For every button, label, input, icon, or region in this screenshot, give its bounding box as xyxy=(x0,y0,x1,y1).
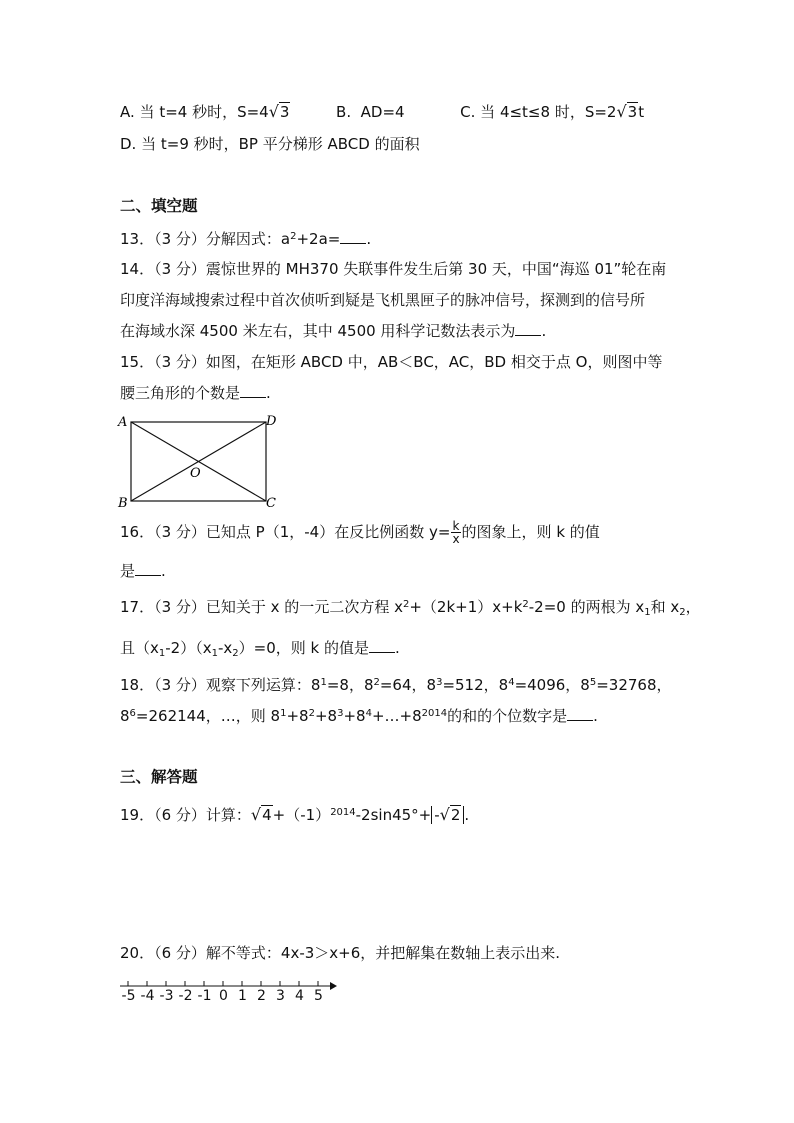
number-line-arrow xyxy=(330,982,337,990)
question-19: 19．（6 分）计算：$√4+(-1)^{2014}-2\sin 45^\circ+ -√2$ . xyxy=(120,805,470,824)
answer-blank xyxy=(369,638,395,653)
absolute-value: -√2 xyxy=(431,806,464,824)
number-line-label: -5 xyxy=(121,988,136,1004)
vertex-label-a: A xyxy=(118,415,128,430)
rectangle-abcd-figure xyxy=(116,410,286,510)
question-13: 13．（3 分）分解因式：$a^2+2a=$ . xyxy=(120,230,372,248)
question-17-line-1: 17．（3 分）已知关于 x 的一元二次方程 $x^2+(2k+1)x+k^2-2=0$ 的两根为 $x_1$和 $x_2$， xyxy=(120,598,701,618)
answer-blank xyxy=(240,383,266,398)
number-line-label: -3 xyxy=(159,988,174,1004)
number-line-label: 5 xyxy=(314,988,323,1004)
vertex-label-d: D xyxy=(266,414,277,429)
answer-blank xyxy=(567,706,593,721)
question-20: 20．（6 分）解不等式：4x-3＞x+6，并把解集在数轴上表示出来. xyxy=(120,944,561,962)
number-line-label: -2 xyxy=(178,988,193,1004)
number-line-label: 4 xyxy=(295,988,304,1004)
answer-blank xyxy=(340,229,366,244)
answer-blank xyxy=(135,561,161,576)
section-title-solve: 三、解答题 xyxy=(120,768,198,786)
center-label-o: O xyxy=(190,466,201,481)
option-d: D. 当 t=9 秒时，BP 平分梯形 ABCD 的面积 xyxy=(120,135,420,153)
question-16-line-1: 16．（3 分）已知点 P（1，-4）在反比例函数 y= $\frac{k}{x}$ 的图象上，则 k 的值 xyxy=(120,519,600,546)
question-18-line-2: $8^6=262144$，…，则 $8^1+8^2+8^3+8^4+\dots+8^{2014}$的和的个位数字是 . xyxy=(120,707,598,725)
question-15-line-1: 15．（3 分）如图，在矩形 ABCD 中，AB＜BC，AC，BD 相交于点 O，则图中等 xyxy=(120,353,663,371)
option-c: C. 当 4≤t≤8 时，S=2√3t xyxy=(460,102,645,121)
question-16-line-2: 是 . xyxy=(120,562,166,580)
section-title-fill-blank: 二、填空题 xyxy=(120,197,198,215)
vertex-label-b: B xyxy=(118,496,128,510)
question-18-line-1: 18．（3 分）观察下列运算：$8^1=8$，$8^2=64$，$8^3=512$，$8^4=4096$，$8^5=32768$， xyxy=(120,676,672,694)
question-17-line-2: 且$(x_1-2)(x_1-x_2)=0$，则 k 的值是 . xyxy=(120,639,400,659)
option-a: A. 当 t=4 秒时，S=4√3 xyxy=(120,102,290,121)
sqrt-symbol: √3 xyxy=(268,102,290,121)
q12-option-row-abc xyxy=(120,102,644,122)
number-line-label: -4 xyxy=(140,988,155,1004)
sqrt-symbol: √2 xyxy=(439,805,461,824)
vertex-label-c: C xyxy=(266,496,276,510)
sqrt-symbol: √4 xyxy=(250,805,272,824)
question-14-line-3: 在海域水深 4500 米左右，其中 4500 用科学记数法表示为 . xyxy=(120,322,547,340)
number-line-labels xyxy=(119,988,328,1004)
answer-blank xyxy=(515,321,541,336)
question-14-line-1: 14．（3 分）震惊世界的 MH370 失联事件发生后第 30 天，中国“海巡 01”轮在南 xyxy=(120,260,667,278)
number-line-label: -1 xyxy=(197,988,212,1004)
number-line-label: 1 xyxy=(238,988,247,1004)
number-line-label: 0 xyxy=(219,988,228,1004)
question-14-line-2: 印度洋海域搜索过程中首次侦听到疑是飞机黑匣子的脉冲信号，探测到的信号所 xyxy=(120,291,646,309)
question-15-line-2: 腰三角形的个数是 . xyxy=(120,384,271,402)
sqrt-symbol: √3 xyxy=(616,102,638,121)
option-b: B. AD=4 xyxy=(336,103,405,121)
fraction-k-over-x: $\frac{k}{x}$ xyxy=(452,519,460,546)
number-line-label: 3 xyxy=(276,988,285,1004)
number-line-label: 2 xyxy=(257,988,266,1004)
